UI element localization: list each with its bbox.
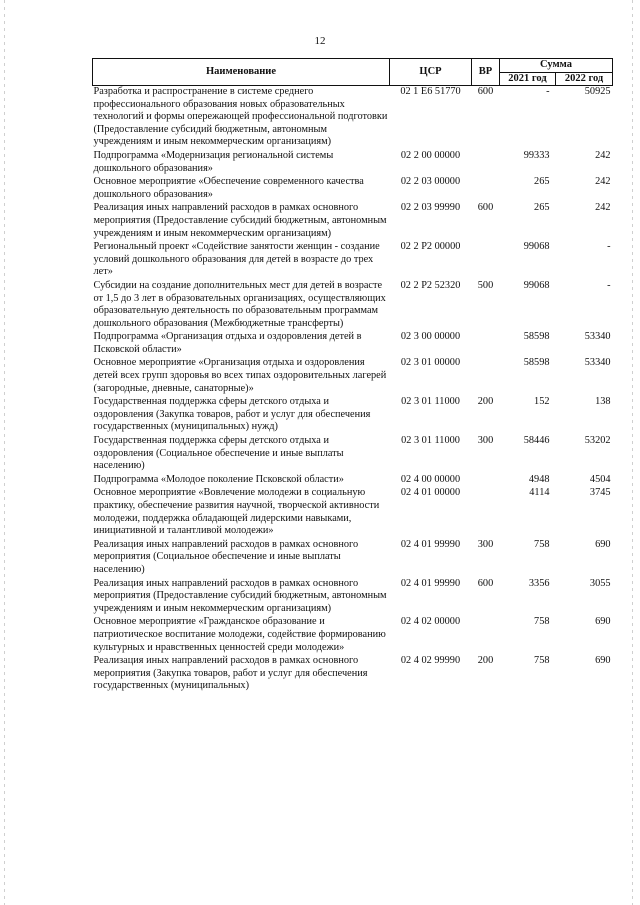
- row-amount-2022: 242: [595, 202, 611, 214]
- table-row: [93, 357, 613, 396]
- row-csr-code: 02 4 02 99990: [400, 655, 461, 667]
- row-csr-code: 02 2 03 00000: [400, 176, 461, 188]
- row-name: Субсидии на создание дополнительных мест для детей в возрасте от 1,5 до 3 лет в образовательных организациях, осуществляющих образовательную деятельность по образовательным программам дошкольного образования (Межбюджетные трансферты): [93, 279, 386, 329]
- row-name: Реализация иных направлений расходов в рамках основного мероприятия (Социальное обеспечение и иные выплаты населению): [93, 538, 359, 575]
- row-name: Государственная поддержка сферы детского отдыха и оздоровления (Закупка товаров, работ и услуг для обеспечения государственных (муниципальных) нужд): [93, 396, 371, 433]
- row-csr-code: 02 4 00 00000: [400, 473, 461, 485]
- row-amount-2022: 690: [595, 616, 611, 628]
- table-row: [93, 331, 613, 357]
- row-name: Основное мероприятие «Гражданское образование и патриотическое воспитание молодежи, содействие формированию культурных и нравственных ценностей среди молодежи»: [93, 616, 386, 653]
- row-vr-code: 500: [477, 279, 494, 291]
- row-csr-code: 02 2 Р2 52320: [400, 279, 461, 291]
- row-csr-code: 02 3 00 00000: [400, 331, 461, 343]
- row-name: Основное мероприятие «Обеспечение современного качества дошкольного образования»: [93, 176, 364, 200]
- row-csr-code: 02 2 03 99990: [400, 202, 461, 214]
- row-vr-code: [472, 331, 500, 357]
- row-amount-2022: 3745: [589, 487, 611, 499]
- row-name: Основное мероприятие «Вовлечение молодежи в социальную практику, обеспечение развития научной, творческой активности молодежи, поддержка обладающей лидерскими навыками, инициативной и талантливой молодежи»: [93, 487, 380, 537]
- row-amount-2021: 99333: [523, 149, 550, 161]
- row-amount-2022: 4504: [589, 473, 611, 485]
- row-vr-code: 600: [477, 86, 494, 97]
- row-csr-code: 02 4 01 00000: [400, 487, 461, 499]
- row-amount-2022: 3055: [589, 577, 611, 589]
- row-amount-2021: 265: [534, 202, 550, 214]
- table-row: [93, 655, 613, 694]
- row-name: Государственная поддержка сферы детского отдыха и оздоровления (Социальное обеспечение и иные выплаты населению): [93, 435, 344, 472]
- row-vr-code: [472, 487, 500, 538]
- row-csr-code: 02 1 Е6 51770: [400, 86, 461, 97]
- header-sum: Сумма: [500, 59, 613, 73]
- row-amount-2021: 4948: [528, 473, 550, 485]
- table-row: [93, 241, 613, 280]
- row-amount-2021: 152: [534, 396, 550, 408]
- row-amount-2021: 58446: [523, 435, 550, 447]
- row-name: Подпрограмма «Молодое поколение Псковской области»: [93, 473, 344, 485]
- table-row: [93, 150, 613, 176]
- row-vr-code: [472, 616, 500, 655]
- row-csr-code: 02 3 01 11000: [401, 396, 460, 408]
- row-name: Реализация иных направлений расходов в рамках основного мероприятия (Предоставление субсидий бюджетным, автономным учреждениям и иным некоммерческим организациям): [93, 577, 387, 614]
- row-amount-2022: 690: [595, 655, 611, 667]
- row-name: Реализация иных направлений расходов в рамках основного мероприятия (Предоставление субсидий бюджетным, автономным учреждениям и иным некоммерческим организациям): [93, 202, 387, 239]
- row-amount-2021: 58598: [523, 357, 550, 369]
- header-csr: ЦСР: [390, 59, 472, 86]
- table-row: [93, 86, 613, 150]
- scan-edge-right: [632, 0, 633, 905]
- row-csr-code: 02 2 Р2 00000: [400, 241, 461, 253]
- table-row: [93, 435, 613, 474]
- table-row: [93, 616, 613, 655]
- row-csr-code: 02 4 01 99990: [400, 538, 461, 550]
- table-header: [93, 59, 613, 86]
- row-amount-2022: 242: [595, 176, 611, 188]
- row-vr-code: 300: [477, 538, 494, 550]
- table-row: [93, 280, 613, 331]
- page-number: 12: [314, 35, 326, 47]
- header-vr: ВР: [472, 59, 500, 86]
- scan-edge-left: [4, 0, 5, 905]
- row-vr-code: 600: [477, 202, 494, 214]
- row-name: Реализация иных направлений расходов в рамках основного мероприятия (Закупка товаров, работ и услуг для обеспечения государственных (муниципальных): [93, 655, 368, 692]
- table-row: [93, 176, 613, 202]
- row-name: Разработка и распространение в системе среднего профессионального образования новых образовательных технологий и формы опережающей профессиональной подготовки (Предоставление субсидий бюджетным, автономным учреждениям и иным некоммерческим организациям): [93, 86, 388, 148]
- row-amount-2021: 4114: [529, 487, 550, 499]
- row-vr-code: [472, 150, 500, 176]
- row-csr-code: 02 4 02 00000: [400, 616, 461, 628]
- budget-table: [92, 58, 613, 694]
- row-name: Подпрограмма «Организация отдыха и оздоровления детей в Псковской области»: [93, 331, 362, 355]
- row-csr-code: 02 3 01 11000: [401, 435, 460, 447]
- table-row: [93, 202, 613, 241]
- row-amount-2021: 99068: [523, 279, 550, 291]
- row-amount-2022: -: [607, 279, 611, 291]
- row-name: Основное мероприятие «Организация отдыха и оздоровления детей всех групп здоровья во всех типах оздоровительных лагерей (загородные, дневные, санаторные)»: [93, 357, 387, 394]
- table-row: [93, 487, 613, 538]
- row-amount-2022: 138: [595, 396, 611, 408]
- row-vr-code: [472, 176, 500, 202]
- row-amount-2021: 265: [534, 176, 550, 188]
- row-amount-2021: 3356: [528, 577, 550, 589]
- header-name: Наименование: [93, 59, 390, 86]
- row-csr-code: 02 3 01 00000: [400, 357, 461, 369]
- table-row: [93, 474, 613, 488]
- row-amount-2021: 758: [534, 655, 550, 667]
- row-vr-code: [472, 357, 500, 396]
- table-body: [93, 86, 613, 694]
- row-name: Подпрограмма «Модернизация региональной системы дошкольного образования»: [93, 149, 334, 174]
- row-vr-code: [472, 474, 500, 488]
- row-vr-code: 300: [477, 435, 494, 447]
- row-amount-2021: 758: [534, 538, 550, 550]
- row-amount-2022: 242: [595, 149, 611, 161]
- header-year-2022: 2022 год: [556, 72, 613, 86]
- table-row: [93, 396, 613, 435]
- table-row: [93, 578, 613, 617]
- row-amount-2022: 50925: [584, 86, 611, 97]
- row-amount-2022: 690: [595, 538, 611, 550]
- row-amount-2021: -: [546, 86, 550, 97]
- row-amount-2022: 53202: [584, 435, 611, 447]
- row-amount-2022: -: [607, 241, 611, 253]
- row-vr-code: 600: [477, 577, 494, 589]
- row-vr-code: 200: [477, 655, 494, 667]
- row-vr-code: [472, 241, 500, 280]
- row-amount-2021: 99068: [523, 241, 550, 253]
- row-amount-2022: 53340: [584, 331, 611, 343]
- header-year-2021: 2021 год: [500, 72, 556, 86]
- row-amount-2021: 758: [534, 616, 550, 628]
- table-row: [93, 539, 613, 578]
- row-name: Региональный проект «Содействие занятости женщин - создание условий дошкольного образования для детей в возрасте до трех лет»: [93, 241, 380, 278]
- row-amount-2022: 53340: [584, 357, 611, 369]
- row-csr-code: 02 2 00 00000: [400, 149, 461, 161]
- row-vr-code: 200: [477, 396, 494, 408]
- row-csr-code: 02 4 01 99990: [400, 577, 461, 589]
- row-amount-2021: 58598: [523, 331, 550, 343]
